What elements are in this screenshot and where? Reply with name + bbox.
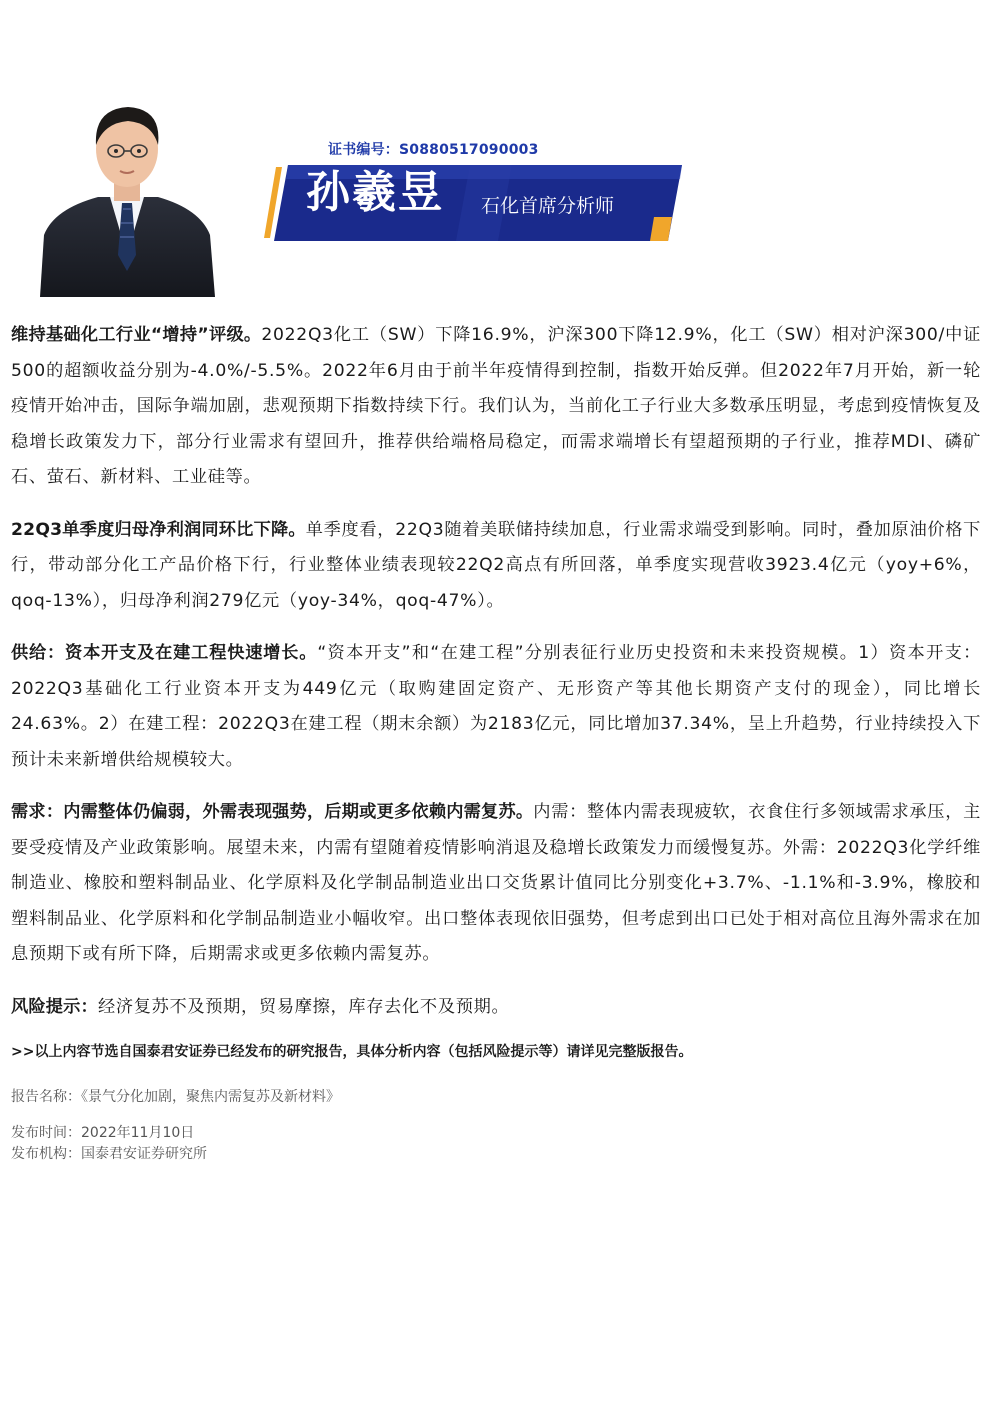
report-name: 报告名称：《景气分化加剧，聚焦内需复苏及新材料》 (11, 1089, 340, 1105)
paragraph-heading: 风险提示： (11, 996, 98, 1017)
paragraph-demand (11, 795, 981, 973)
paragraph-text: “资本开支”和“在建工程”分别表征行业历史投资和未来投资规模。1）资本开支：2022Q3基础化工行业资本开支为449亿元（取购建固定资产、无形资产等其他长期资产支付的现金），同比增长24.63%。2）在建工程：2022Q3在建工程（期末余额）为2183亿元，同比增加37.34%，呈上升趋势，行业持续投入下预计未来新增供给规模较大。 (11, 643, 981, 770)
publisher: 发布机构：国泰君安证券研究所 (11, 1146, 207, 1162)
paragraph-rating (11, 318, 981, 496)
paragraph-text: 2022Q3化工（SW）下降16.9%，沪深300下降12.9%，化工（SW）相对沪深300/中证500的超额收益分别为-4.0%/-5.5%。2022年6月由于前半年疫情得到控制，指数开始反弹。但2022年7月开始，新一轮疫情开始冲击，国际争端加剧，悲观预期下指数持续下行。我们认为，当前化工子行业大多数承压明显，考虑到疫情恢复及稳增长政策发力下，部分行业需求有望回升，推荐供给端格局稳定，而需求端增长有望超预期的子行业，推荐MDI、磷矿石、萤石、新材料、工业硅等。 (11, 325, 982, 487)
paragraph-heading: 维持基础化工行业“增持”评级。 (11, 325, 262, 345)
paragraph-heading: 供给：资本开支及在建工程快速增长。 (11, 643, 318, 663)
analyst-photo (40, 85, 215, 297)
analyst-header (0, 0, 992, 300)
paragraph-text: 经济复苏不及预期，贸易摩擦，库存去化不及预期。 (97, 996, 510, 1017)
certificate-number: 证书编号：S0880517090003 (328, 142, 539, 158)
paragraph-heading: 22Q3单季度归母净利润同环比下降。 (11, 519, 306, 540)
analyst-title: 石化首席分析师 (481, 195, 615, 217)
analyst-portrait-illustration (40, 85, 215, 297)
article-body (11, 318, 981, 1165)
paragraph-supply (11, 636, 981, 778)
publish-date: 发布时间：2022年11月10日 (11, 1125, 195, 1141)
paragraph-heading: 需求：内需整体仍偏弱，外需表现强势，后期或更多依赖内需复苏。 (11, 802, 534, 822)
paragraph-earnings (11, 513, 981, 620)
source-note: >>以上内容节选自国泰君安证券已经发布的研究报告，具体分析内容（包括风险提示等）请详见完整版报告。 (11, 1044, 693, 1060)
paragraph-text: 单季度看，22Q3随着美联储持续加息，行业需求端受到影响。同时，叠加原油价格下行，带动部分化工产品价格下行，行业整体业绩表现较22Q2高点有所回落，单季度实现营收3923.4亿元（yoy+6%，qoq-13%），归母净利润279亿元（yoy-34%，qoq-47%）。 (11, 519, 982, 611)
paragraph-text: 内需：整体内需表现疲软，衣食住行多领域需求承压，主要受疫情及产业政策影响。展望未来，内需有望随着疫情影响消退及稳增长政策发力而缓慢复苏。外需：2022Q3化学纤维制造业、橡胶和塑料制品业、化学原料及化学制品制造业出口交货累计值同比分别变化+3.7%、-1.1%和-3.9%，橡胶和塑料制品业、化学原料和化学制品制造业小幅收窄。出口整体表现依旧强势，但考虑到出口已处于相对高位且海外需求在加息预期下或有所下降，后期需求或更多依赖内需复苏。 (11, 802, 981, 964)
analyst-name: 孙羲昱 (306, 167, 444, 218)
paragraph-risk (11, 990, 981, 1026)
